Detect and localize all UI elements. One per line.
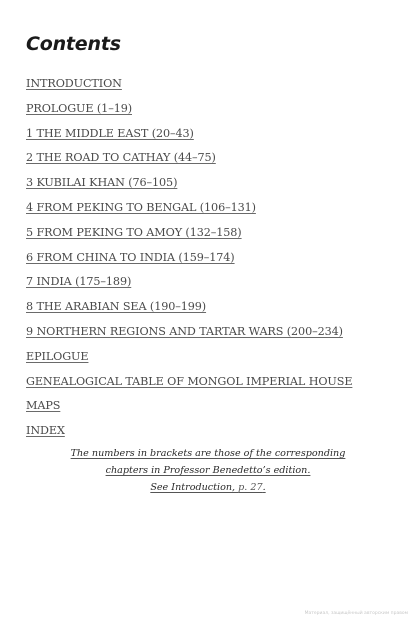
page-reference-link[interactable]: p. 27	[238, 482, 263, 494]
copyright-watermark: Материал, защищённый авторским правом	[304, 611, 408, 616]
list-item	[26, 73, 352, 98]
list-item	[26, 247, 352, 272]
list-item	[26, 197, 352, 222]
toc-link-chapter-8[interactable]: 8 THE ARABIAN SEA (190–199)	[26, 300, 207, 314]
toc-link-chapter-4[interactable]: 4 FROM PEKING TO BENGAL (106–131)	[26, 200, 256, 214]
list-item	[26, 271, 352, 296]
note-line: chapters in Professor Benedetto’s edition.	[105, 465, 311, 477]
toc-link-index[interactable]: INDEX	[26, 424, 65, 438]
page-title: Contents	[26, 33, 121, 55]
note-text: .	[262, 482, 266, 494]
toc-link-chapter-7[interactable]: 7 INDIA (175–189)	[26, 275, 132, 289]
list-item	[26, 346, 352, 371]
list-item	[26, 98, 352, 123]
list-item	[26, 296, 352, 321]
list-item	[26, 321, 352, 346]
list-item	[26, 420, 352, 445]
note-line	[60, 479, 356, 496]
editorial-note	[60, 445, 356, 497]
list-item	[26, 172, 352, 197]
toc-link-chapter-5[interactable]: 5 FROM PEKING TO AMOY (132–158)	[26, 225, 242, 239]
list-item	[26, 395, 352, 420]
toc-link-epilogue[interactable]: EPILOGUE	[26, 349, 89, 363]
toc-link-chapter-3[interactable]: 3 KUBILAI KHAN (76–105)	[26, 176, 178, 190]
toc-link-introduction[interactable]: INTRODUCTION	[26, 77, 122, 90]
list-item	[26, 222, 352, 247]
toc-list	[26, 73, 352, 445]
toc-link-chapter-9[interactable]: 9 NORTHERN REGIONS AND TARTAR WARS (200–234)	[26, 324, 343, 338]
toc-link-genealogical-table[interactable]: GENEALOGICAL TABLE OF MONGOL IMPERIAL HOUSE	[26, 374, 353, 388]
list-item	[26, 147, 352, 172]
note-text: See Introduction,	[150, 482, 239, 494]
toc-link-maps[interactable]: MAPS	[26, 399, 61, 413]
toc-link-chapter-6[interactable]: 6 FROM CHINA TO INDIA (159–174)	[26, 250, 235, 264]
list-item	[26, 123, 352, 148]
toc-link-chapter-1[interactable]: 1 THE MIDDLE EAST (20–43)	[26, 126, 194, 140]
list-item	[26, 371, 352, 396]
toc-link-prologue[interactable]: PROLOGUE (1–19)	[26, 101, 132, 115]
note-line: The numbers in brackets are those of the corresponding	[70, 448, 346, 459]
toc-link-chapter-2[interactable]: 2 THE ROAD TO CATHAY (44–75)	[26, 151, 216, 165]
